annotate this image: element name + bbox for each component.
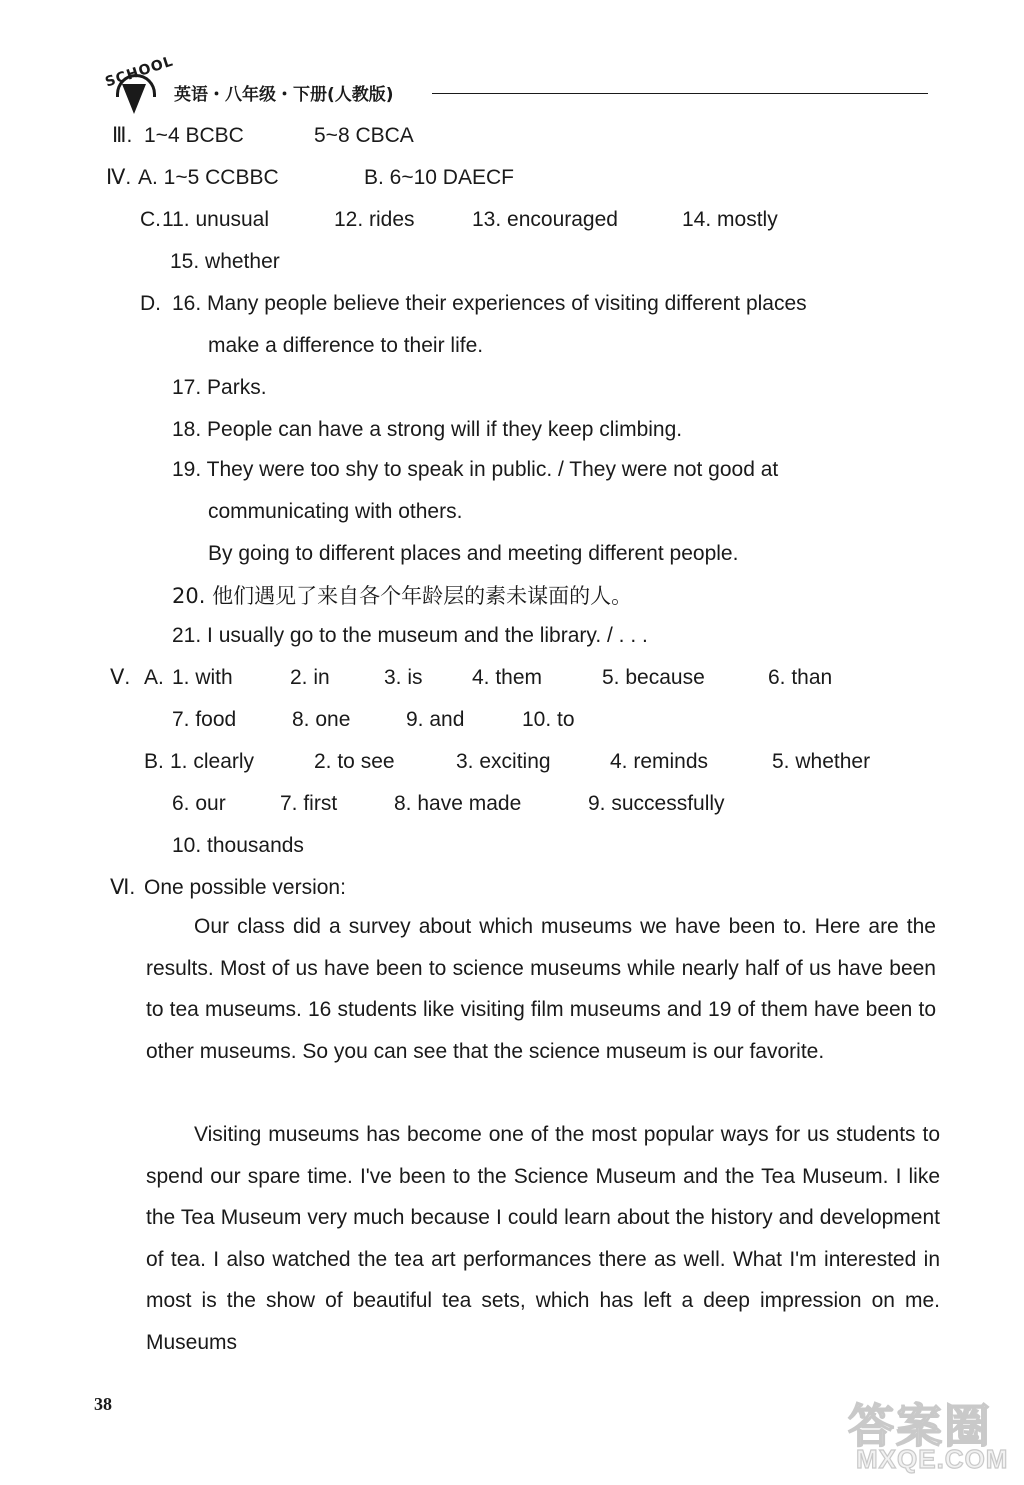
answer-item: 5. because xyxy=(602,666,705,689)
answer-item: 2. in xyxy=(290,666,330,689)
section-roman: Ⅲ. xyxy=(112,124,133,147)
watermark-url: MXQE.COM xyxy=(856,1444,1009,1474)
answer-sentence: 20. 他们遇见了来自各个年龄层的素未谋面的人。 xyxy=(172,584,633,608)
page-number: 38 xyxy=(94,1394,112,1414)
answer-item: 5. whether xyxy=(772,750,871,773)
answer-item: 15. whether xyxy=(170,250,280,273)
part-label: A. xyxy=(144,666,164,689)
answer-sentence: 17. Parks. xyxy=(172,376,267,399)
answer-item: 7. food xyxy=(172,708,237,731)
answer-item: 10. to xyxy=(522,708,575,731)
answer-sentence: 18. People can have a strong will if they keep climbing. xyxy=(172,418,683,441)
answer-item: 1. clearly xyxy=(170,750,255,773)
book-title: 英语・八年级・下册(人教版) xyxy=(174,85,394,105)
answer-item: 6. than xyxy=(768,666,833,689)
watermark-text: 答案圈 xyxy=(848,1399,992,1453)
part-label: D. xyxy=(140,292,161,315)
answer-item: 4. them xyxy=(472,666,543,689)
answer-item: 9. and xyxy=(406,708,465,731)
answer-sentence: make a difference to their life. xyxy=(208,334,484,357)
essay-paragraph-1: Our class did a survey about which museums we have been to. Here are the results. Most of us have been to science museums while nearly half of us have been to tea museums. 16 students like visiting film museums and 19 of them have been to other museums. So you can see that the science museum is our favorite. xyxy=(146,915,936,1063)
section-roman: Ⅵ. xyxy=(110,876,136,899)
answer-item: 4. reminds xyxy=(610,750,709,773)
answer-item: 1. with xyxy=(172,666,233,689)
answer-item: 10. thousands xyxy=(172,834,304,857)
part-label: B. xyxy=(144,750,164,773)
answer-item: 7. first xyxy=(280,792,338,815)
answer-item: 6. our xyxy=(172,792,226,815)
answer-item: 2. to see xyxy=(314,750,395,773)
answer-item: 14. mostly xyxy=(682,208,778,231)
page-header xyxy=(96,53,932,120)
school-logo-icon: SCHOOL xyxy=(96,62,168,120)
version-label: One possible version: xyxy=(144,876,346,899)
watermark-logo xyxy=(842,1390,1009,1476)
answer-group: 5~8 CBCA xyxy=(314,124,414,147)
answer-item: 12. rides xyxy=(334,208,415,231)
answer-sentence: communicating with others. xyxy=(208,500,463,523)
answer-item: 9. successfully xyxy=(588,792,725,815)
part-label: C. xyxy=(140,208,161,231)
answer-item: 8. have made xyxy=(394,792,522,815)
section-roman: Ⅳ. xyxy=(106,166,132,189)
answer-item: 3. exciting xyxy=(456,750,551,773)
answer-group: 1~4 BCBC xyxy=(144,124,244,147)
answer-item: 13. encouraged xyxy=(472,208,618,231)
answer-item: 8. one xyxy=(292,708,351,731)
section-roman: Ⅴ. xyxy=(110,666,131,689)
answer-sentence: 21. I usually go to the museum and the library. / . . . xyxy=(172,624,648,647)
answer-group: A. 1~5 CCBBC xyxy=(138,166,279,189)
essay-paragraph-2: Visiting museums has become one of the most popular ways for us students to spend our spare time. I've been to the Science Museum and the Tea Museum. I like the Tea Museum very much because I could learn about the history and development of tea. I also watched the tea art performances there as well. What I'm interested in most is the show of beautiful tea sets, which has left a deep impression on me. Museums xyxy=(146,1123,940,1354)
answer-item: 11. unusual xyxy=(162,208,270,231)
answer-item: 3. is xyxy=(384,666,423,689)
answer-sentence: 19. They were too shy to speak in public. / They were not good at xyxy=(172,458,779,481)
answer-group: B. 6~10 DAECF xyxy=(364,166,514,189)
answer-sentence: By going to different places and meeting different people. xyxy=(208,542,739,565)
answer-sentence: 16. Many people believe their experiences of visiting different places xyxy=(172,292,807,315)
header-rule xyxy=(432,93,928,94)
